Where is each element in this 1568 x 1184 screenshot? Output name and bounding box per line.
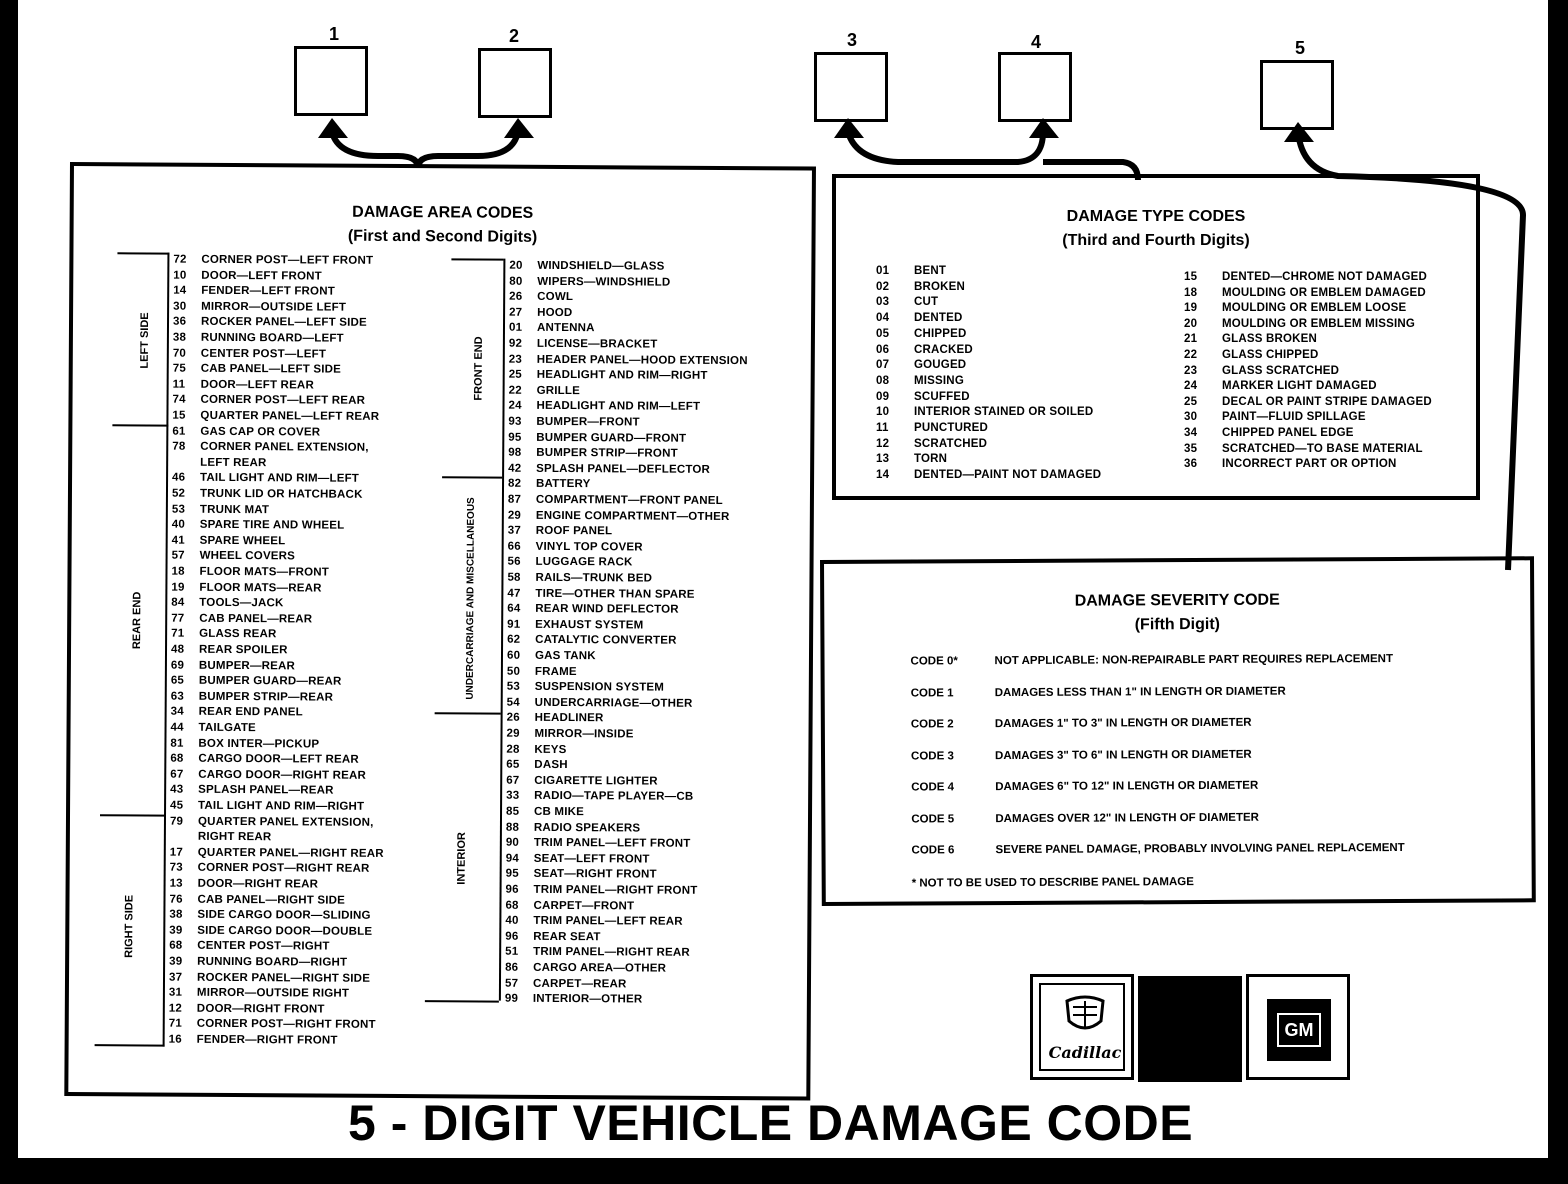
list-item: CODE 3 DAMAGES 3" TO 6" IN LENGTH OR DIAMETER: [910, 748, 1252, 763]
gm-wordmark: GM: [1277, 1013, 1321, 1047]
crest-icon: [1063, 993, 1107, 1035]
list-item: 28 KEYS: [506, 743, 567, 756]
damage-severity-panel: [820, 556, 1536, 906]
list-item: 85 CB MIKE: [506, 805, 585, 819]
list-item: 13 TORN: [876, 453, 948, 466]
list-item: 25 HEADLIGHT AND RIM—RIGHT: [508, 368, 708, 383]
list-item: 70 CENTER POST—LEFT: [172, 347, 327, 361]
list-item: 88 RADIO SPEAKERS: [505, 821, 641, 835]
list-item: 77 CAB PANEL—REAR: [171, 612, 313, 626]
list-item: 05 CHIPPED: [876, 327, 967, 340]
list-item: 17 QUARTER PANEL—RIGHT REAR: [169, 846, 384, 860]
list-item: 39 SIDE CARGO DOOR—DOUBLE: [169, 924, 373, 938]
list-item: 84 TOOLS—JACK: [171, 596, 284, 610]
damage-type-panel: [832, 174, 1480, 500]
damage-area-subtitle: (First and Second Digits): [347, 227, 538, 246]
list-item: 50 FRAME: [506, 665, 577, 678]
list-item: 22 GRILLE: [508, 384, 581, 397]
list-item: 38 RUNNING BOARD—LEFT: [172, 331, 344, 345]
list-item: 99 INTERIOR—OTHER: [504, 992, 643, 1006]
digit-box-2: [478, 48, 552, 118]
list-item: 21 GLASS BROKEN: [1184, 333, 1318, 346]
list-item: 44 TAILGATE: [170, 721, 256, 735]
cadillac-wordmark: Cadillac: [1048, 1043, 1122, 1062]
list-item: 91 EXHAUST SYSTEM: [507, 618, 644, 632]
list-item: 67 CARGO DOOR—RIGHT REAR: [170, 768, 367, 782]
page: [18, 0, 1548, 1158]
list-item: 24 MARKER LIGHT DAMAGED: [1184, 380, 1377, 393]
damage-severity-title: DAMAGE SEVERITY CODE: [1074, 591, 1280, 610]
list-item: 38 SIDE CARGO DOOR—SLIDING: [169, 908, 371, 923]
list-item: 80 WIPERS—WINDSHIELD: [509, 275, 671, 289]
digit-number-5: 5: [1294, 38, 1305, 58]
group-label-rear-end: REAR END: [131, 591, 144, 650]
group-label-front-end: FRONT END: [472, 336, 485, 401]
list-item: 22 GLASS CHIPPED: [1184, 349, 1319, 361]
digit-number-4: 4: [1030, 32, 1041, 52]
list-item: 29 MIRROR—INSIDE: [506, 727, 634, 741]
list-item: 26 HEADLINER: [506, 712, 604, 725]
list-item: 93 BUMPER—FRONT: [508, 415, 640, 429]
list-item: 79 QUARTER PANEL EXTENSION,: [169, 815, 374, 829]
list-item: 12 DOOR—RIGHT FRONT: [168, 1002, 325, 1016]
list-item: 06 CRACKED: [876, 343, 973, 356]
list-item: 36 ROCKER PANEL—LEFT SIDE: [172, 316, 367, 330]
list-item: 56 LUGGAGE RACK: [507, 556, 633, 569]
list-item: 57 WHEEL COVERS: [171, 550, 296, 563]
group-divider: [95, 1044, 165, 1046]
list-item: 15 DENTED—CHROME NOT DAMAGED: [1184, 271, 1427, 283]
group-divider: [425, 1000, 499, 1002]
digit-number-2: 2: [508, 26, 519, 46]
list-item: 11 PUNCTURED: [876, 422, 988, 434]
list-item: CODE 6 SEVERE PANEL DAMAGE, PROBABLY INVOLVING PANEL REPLACEMENT: [911, 841, 1405, 857]
list-item: 68 CENTER POST—RIGHT: [169, 940, 330, 953]
digit-box-4: [998, 52, 1072, 122]
list-item: 35 SCRATCHED—TO BASE MATERIAL: [1184, 442, 1423, 455]
list-item: 23 GLASS SCRATCHED: [1184, 364, 1340, 377]
list-item: 15 QUARTER PANEL—LEFT REAR: [172, 409, 380, 423]
list-item: 58 RAILS—TRUNK BED: [507, 571, 653, 585]
list-item: 13 DOOR—RIGHT REAR: [169, 877, 319, 891]
list-item: 39 RUNNING BOARD—RIGHT: [169, 955, 348, 969]
list-item: 54 UNDERCARRIAGE—OTHER: [506, 696, 693, 710]
list-item: 52 TRUNK LID OR HATCHBACK: [171, 487, 363, 501]
list-item: 68 CARPET—FRONT: [505, 899, 635, 913]
list-item: 16 FENDER—RIGHT FRONT: [168, 1033, 338, 1047]
list-item: 19 MOULDING OR EMBLEM LOOSE: [1184, 302, 1407, 315]
list-item: 63 BUMPER STRIP—REAR: [170, 690, 334, 704]
list-item: 37 ROOF PANEL: [507, 524, 613, 538]
list-item: 07 GOUGED: [876, 359, 967, 372]
list-item: 04 DENTED: [876, 312, 963, 325]
list-item: 47 TIRE—OTHER THAN SPARE: [507, 587, 695, 601]
list-item: 20 MOULDING OR EMBLEM MISSING: [1184, 317, 1416, 330]
footnote: * NOT TO BE USED TO DESCRIBE PANEL DAMAGE: [911, 876, 1194, 890]
digit-box-5: [1260, 60, 1334, 130]
digit-number-3: 3: [846, 30, 857, 50]
list-item: 40 TRIM PANEL—LEFT REAR: [505, 914, 683, 928]
list-item: 24 HEADLIGHT AND RIM—LEFT: [508, 400, 701, 414]
group-divider: [451, 258, 503, 260]
list-item: 10 DOOR—LEFT FRONT: [173, 269, 322, 283]
group-label-right-side: RIGHT SIDE: [123, 894, 136, 958]
damage-severity-subtitle: (Fifth Digit): [1134, 615, 1221, 634]
list-item: 95 BUMPER GUARD—FRONT: [508, 431, 687, 445]
list-item: 42 SPLASH PANEL—DEFLECTOR: [508, 462, 711, 476]
list-item: 71 GLASS REAR: [171, 628, 277, 641]
list-item: CODE 1 DAMAGES LESS THAN 1" IN LENGTH OR DIAMETER: [910, 685, 1286, 700]
list-item: CODE 0* NOT APPLICABLE: NON-REPAIRABLE PART REQUIRES REPLACEMENT: [910, 653, 1394, 668]
list-item: 90 TRIM PANEL—LEFT FRONT: [505, 836, 691, 850]
damage-area-panel: [64, 162, 816, 1101]
list-item: CODE 4 DAMAGES 6" TO 12" IN LENGTH OR DIAMETER: [911, 779, 1259, 794]
list-item: 69 BUMPER—REAR: [170, 659, 296, 672]
list-item: 65 BUMPER GUARD—REAR: [170, 674, 342, 688]
list-item: 87 COMPARTMENT—FRONT PANEL: [507, 493, 723, 507]
list-item: 51 TRIM PANEL—RIGHT REAR: [505, 946, 690, 960]
list-item: 82 BATTERY: [508, 478, 591, 491]
damage-type-title: DAMAGE TYPE CODES: [1066, 208, 1246, 225]
group-label-undercarriage: UNDERCARRIAGE AND MISCELLANEOUS: [464, 497, 477, 700]
list-item: 71 CORNER POST—RIGHT FRONT: [168, 1018, 376, 1032]
list-item: 33 RADIO—TAPE PLAYER—CB: [506, 790, 694, 804]
list-item: 03 CUT: [876, 296, 939, 309]
list-item: 86 CARGO AREA—OTHER: [505, 961, 667, 975]
list-item: 94 SEAT—LEFT FRONT: [505, 852, 650, 866]
list-item: 11 DOOR—LEFT REAR: [172, 378, 315, 392]
list-item: 29 ENGINE COMPARTMENT—OTHER: [507, 509, 730, 523]
list-item: 23 HEADER PANEL—HOOD EXTENSION: [508, 353, 748, 367]
list-item: 57 CARPET—REAR: [504, 977, 627, 991]
column-rule: [499, 259, 506, 1001]
list-item: 30 PAINT—FLUID SPILLAGE: [1184, 411, 1366, 424]
list-item: 31 MIRROR—OUTSIDE RIGHT: [168, 986, 350, 1000]
list-item: 73 CORNER POST—RIGHT REAR: [169, 862, 370, 876]
list-item: 14 FENDER—LEFT FRONT: [173, 284, 335, 298]
list-item: 64 REAR WIND DEFLECTOR: [507, 602, 679, 616]
list-item: 72 CORNER POST—LEFT FRONT: [173, 253, 374, 267]
list-item: 34 REAR END PANEL: [170, 706, 303, 719]
list-item: 25 DECAL OR PAINT STRIPE DAMAGED: [1184, 395, 1432, 408]
list-item: 19 FLOOR MATS—REAR: [171, 581, 322, 595]
list-item: 74 CORNER POST—LEFT REAR: [172, 394, 366, 408]
list-item: 09 SCUFFED: [876, 390, 970, 403]
list-item: 60 GAS TANK: [506, 649, 596, 663]
group-divider: [442, 476, 502, 478]
list-item: 18 MOULDING OR EMBLEM DAMAGED: [1184, 286, 1426, 299]
digit-box-3: [814, 52, 888, 122]
list-item: 67 CIGARETTE LIGHTER: [506, 774, 658, 788]
list-item: 40 SPARE TIRE AND WHEEL: [171, 518, 345, 532]
list-item: 18 FLOOR MATS—FRONT: [171, 565, 330, 579]
list-item: 12 SCRATCHED: [876, 437, 988, 450]
list-item: 27 HOOD: [509, 306, 573, 319]
list-item: 92 LICENSE—BRACKET: [508, 337, 658, 351]
list-item: 14 DENTED—PAINT NOT DAMAGED: [876, 469, 1102, 482]
list-item: 36 INCORRECT PART OR OPTION: [1184, 458, 1397, 471]
list-item: CODE 5 DAMAGES OVER 12" IN LENGTH OF DIAMETER: [911, 811, 1259, 826]
list-item: 68 CARGO DOOR—LEFT REAR: [170, 752, 359, 766]
list-item: 34 CHIPPED PANEL EDGE: [1184, 427, 1354, 439]
group-divider: [112, 424, 168, 426]
list-item: 20 WINDSHIELD—GLASS: [509, 259, 665, 273]
group-label-left-side: LEFT SIDE: [138, 312, 152, 369]
black-logo-panel: [1138, 976, 1242, 1082]
list-item: 45 TAIL LIGHT AND RIM—RIGHT: [170, 799, 365, 813]
group-divider: [117, 252, 169, 254]
group-divider: [100, 814, 166, 816]
list-item: 76 CAB PANEL—RIGHT SIDE: [169, 893, 346, 907]
list-item: 02 BROKEN: [876, 280, 966, 293]
list-item: 95 SEAT—RIGHT FRONT: [505, 868, 657, 881]
list-item: 53 TRUNK MAT: [171, 503, 270, 516]
list-item: 41 SPARE WHEEL: [171, 534, 286, 548]
list-item: 10 INTERIOR STAINED OR SOILED: [876, 406, 1094, 419]
list-item: 53 SUSPENSION SYSTEM: [506, 680, 665, 694]
list-item: 08 MISSING: [876, 374, 964, 387]
damage-type-subtitle: (Third and Fourth Digits): [1062, 232, 1250, 249]
digit-box-1: [294, 46, 368, 116]
list-item: RIGHT REAR: [197, 830, 272, 844]
list-item: 96 REAR SEAT: [505, 930, 601, 944]
list-item: 46 TAIL LIGHT AND RIM—LEFT: [172, 472, 360, 486]
list-item: LEFT REAR: [200, 456, 267, 470]
list-item: 48 REAR SPOILER: [170, 643, 288, 657]
list-item: 65 DASH: [506, 758, 568, 772]
list-item: 62 CATALYTIC CONVERTER: [507, 634, 677, 648]
list-item: 61 GAS CAP OR COVER: [172, 425, 321, 439]
list-item: 66 VINYL TOP COVER: [507, 540, 643, 554]
list-item: 37 ROCKER PANEL—RIGHT SIDE: [168, 971, 371, 985]
group-label-interior: INTERIOR: [455, 832, 468, 885]
gm-logo: [1246, 974, 1350, 1080]
list-item: 78 CORNER PANEL EXTENSION,: [172, 440, 369, 455]
damage-area-title: DAMAGE AREA CODES: [352, 203, 534, 222]
list-item: 98 BUMPER STRIP—FRONT: [508, 446, 678, 460]
digit-number-1: 1: [328, 24, 339, 44]
list-item: 75 CAB PANEL—LEFT SIDE: [172, 362, 342, 376]
group-divider: [435, 712, 501, 714]
list-item: CODE 2 DAMAGES 1" TO 3" IN LENGTH OR DIAMETER: [910, 716, 1252, 731]
list-item: 96 TRIM PANEL—RIGHT FRONT: [505, 883, 698, 897]
page-title: 5 - DIGIT VEHICLE DAMAGE CODE: [348, 1095, 1194, 1151]
list-item: 30 MIRROR—OUTSIDE LEFT: [173, 300, 347, 314]
list-item: 81 BOX INTER—PICKUP: [170, 737, 320, 751]
list-item: 43 SPLASH PANEL—REAR: [170, 784, 334, 798]
list-item: 26 COWL: [509, 290, 574, 304]
list-item: 01 BENT: [876, 265, 947, 277]
list-item: 01 ANTENNA: [508, 322, 595, 335]
cadillac-logo: [1030, 974, 1134, 1080]
